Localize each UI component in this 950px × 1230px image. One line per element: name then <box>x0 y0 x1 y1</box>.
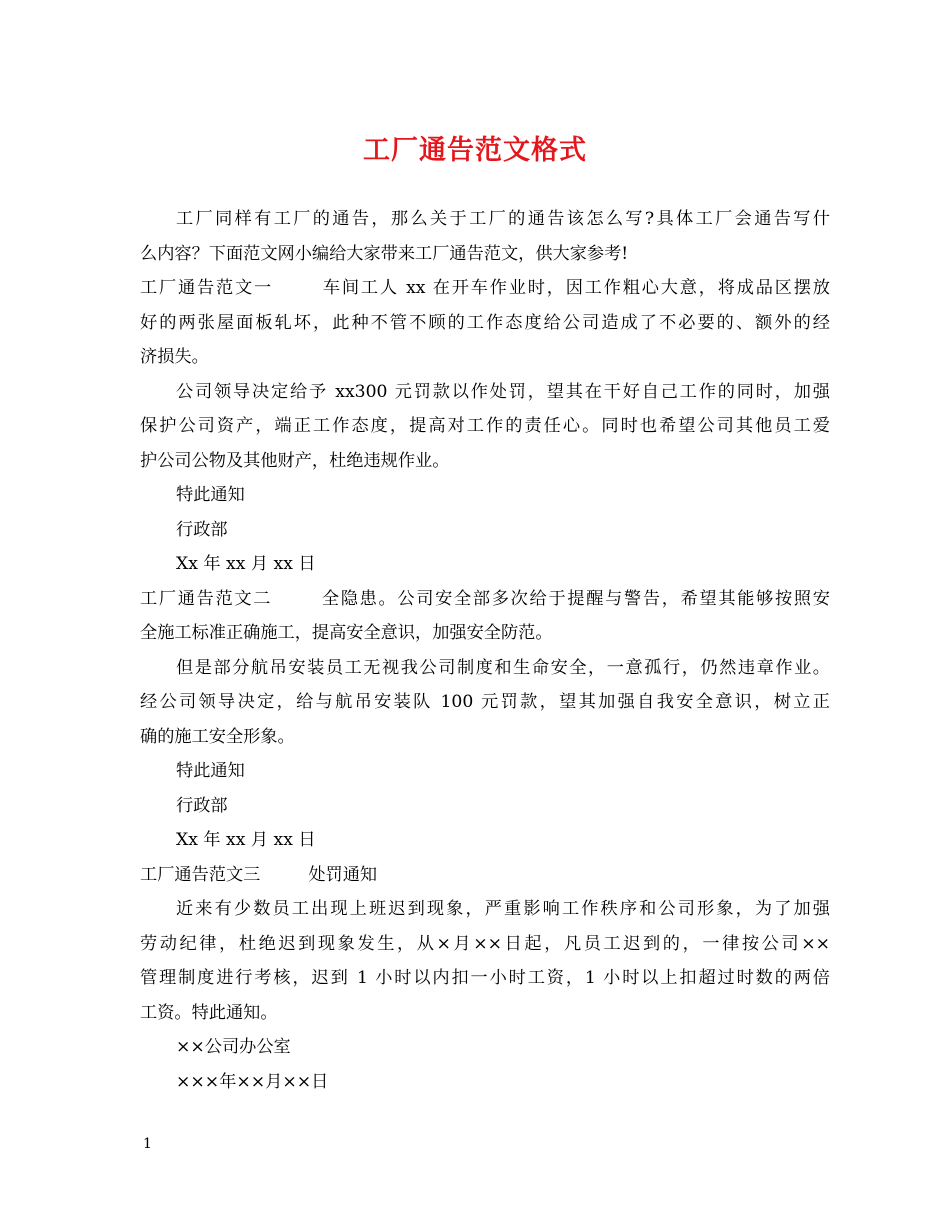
paragraph-line: 全施工标准正确施工，提高安全意识，加强安全防范。 <box>140 623 553 643</box>
paragraph-line: 劳动纪律，杜绝迟到现象发生，从×月××日起，凡员工迟到的，一律按公司×× <box>140 933 830 954</box>
notice-text: 特此通知 <box>176 761 245 781</box>
paragraph-line: 好的两张屋面板轧坏，此种不管不顾的工作态度给公司造成了不必要的、额外的经 <box>140 312 830 333</box>
paragraph-line: 但是部分航吊安装员工无视我公司制度和生命安全，一意孤行，仍然违章作业。 <box>176 657 830 678</box>
date-text: Xx 年 xx 月 xx 日 <box>176 554 316 574</box>
paragraph-line: 近来有少数员工出现上班迟到现象，严重影响工作秩序和公司形象，为了加强 <box>176 899 830 919</box>
section-heading-line <box>140 582 830 617</box>
section-lead: 全隐患。公司安全部多次给于提醒与警告，希望其能够按照安 <box>320 588 830 609</box>
paragraph-line: 经公司领导决定，给与航吊安装队 100 元罚款，望其加强自我安全意识，树立正 <box>140 692 830 712</box>
section-heading-line <box>140 858 830 893</box>
paragraph-line: 保护公司资产，端正工作态度，提高对工作的责任心。同时也希望公司其他员工爱 <box>140 416 830 436</box>
signer-text: 行政部 <box>176 519 228 540</box>
intro-line: 工厂同样有工厂的通告，那么关于工厂的通告该怎么写?具体工厂会通告写什 <box>176 209 830 229</box>
signer-text: 行政部 <box>176 795 228 816</box>
paragraph-line: 公司领导决定给予 xx300 元罚款以作处罚，望其在干好自己工作的同时，加强 <box>176 381 830 402</box>
section-lead: 车间工人 xx 在开车作业时，因工作粗心大意，将成品区摆放 <box>321 278 830 298</box>
document-body <box>140 202 830 1099</box>
date-text: Xx 年 xx 月 xx 日 <box>176 830 316 850</box>
signer-text: ××公司办公室 <box>176 1037 291 1057</box>
paragraph-line: 济损失。 <box>140 347 209 367</box>
paragraph-line: 管理制度进行考核，迟到 1 小时以内扣一小时工资，1 小时以上扣超过时数的两倍 <box>140 968 830 988</box>
paragraph-line: 确的施工安全形象。 <box>140 726 295 747</box>
paragraph-line: 护公司公物及其他财产，杜绝违规作业。 <box>140 450 450 471</box>
section-heading: 工厂通告范文二 <box>140 588 273 609</box>
notice-text: 特此通知 <box>176 485 245 505</box>
page-number: 1 <box>143 1136 152 1152</box>
section-lead: 处罚通知 <box>308 864 378 885</box>
paragraph-line: 工资。特此通知。 <box>140 1002 278 1023</box>
intro-line: 么内容？下面范文网小编给大家带来工厂通告范文，供大家参考! <box>140 243 629 264</box>
section-heading: 工厂通告范文一 <box>140 278 274 298</box>
section-heading: 工厂通告范文三 <box>140 864 261 885</box>
date-text: ×××年××月××日 <box>176 1071 329 1092</box>
document-title: 工厂通告范文格式 <box>363 135 587 166</box>
section-heading-line <box>140 271 830 306</box>
